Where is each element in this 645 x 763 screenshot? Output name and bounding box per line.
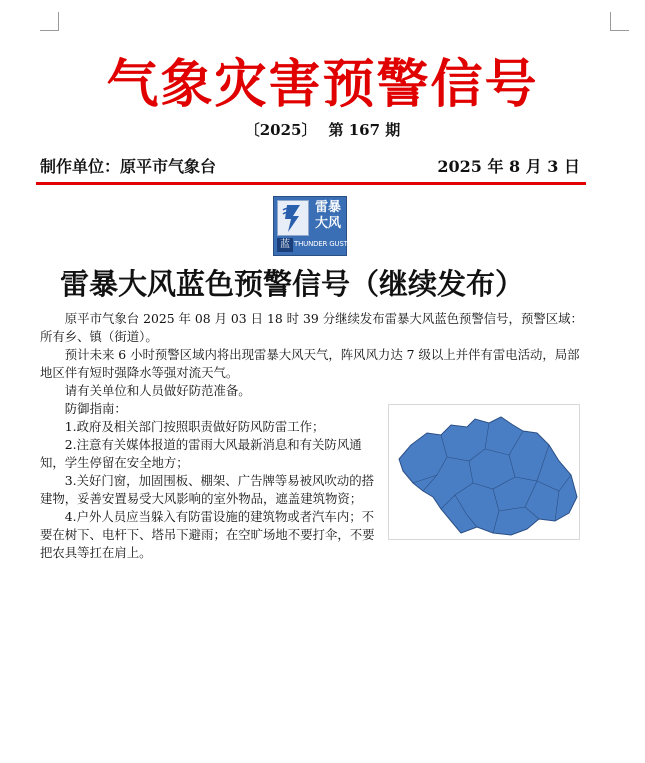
publisher-row — [40, 154, 580, 177]
warning-area-map — [388, 404, 580, 540]
publisher-name: 原平市气象台 — [120, 157, 217, 176]
paragraph-forecast: 预计未来 6 小时预警区域内将出现雷暴大风天气，阵风风力达 7 级以上并伴有雷电活动，局部地区伴有短时强降水等强对流天气。 — [40, 347, 580, 380]
document-title: 气象灾害预警信号 — [106, 54, 539, 115]
issue-date: 2025 年 8 月 3 日 — [437, 157, 580, 176]
badge-line-1: 雷暴 — [314, 200, 341, 215]
issue-number — [0, 119, 645, 140]
header-divider — [36, 182, 586, 185]
paragraph-advice: 请有关单位和人员做好防范准备。 — [64, 383, 251, 398]
warning-headline: 雷暴大风蓝色预警信号（继续发布） — [60, 267, 525, 301]
badge-english-label: THUNDER GUST — [294, 240, 348, 248]
guide-item-2: 2.注意有关媒体报道的雷雨大风最新消息和有关防风通知，学生停留在安全地方； — [40, 437, 362, 470]
issue-count: 第 167 期 — [328, 121, 401, 139]
badge-chinese-label — [313, 200, 343, 232]
page-corner-mark-left — [40, 12, 59, 31]
guide-title: 防御指南： — [64, 401, 127, 416]
lightning-icon — [277, 200, 309, 236]
page-corner-mark-right — [610, 12, 629, 31]
guide-item-4: 4.户外人员应当躲入有防雷设施的建筑物或者汽车内；不要在树下、电杆下、塔吊下避雨；在空旷场地不要打伞，不要把农具等扛在肩上。 — [40, 509, 375, 560]
guide-item-1: 1.政府及相关部门按照职责做好防风防雷工作； — [64, 419, 325, 434]
badge-level: 蓝 — [277, 238, 293, 252]
warning-badge — [273, 196, 347, 256]
guide-item-3: 3.关好门窗，加固围板、棚架、广告牌等易被风吹动的搭建物，妥善安置易受大风影响的室外物品，遮盖建筑物资； — [40, 473, 374, 506]
issue-year: 〔2025〕 — [244, 121, 317, 139]
paragraph-issue: 原平市气象台 2025 年 08 月 03 日 18 时 39 分继续发布雷暴大风蓝色预警信号，预警区域：所有乡、镇（街道）。 — [40, 311, 583, 344]
publisher-label: 制作单位： — [40, 157, 121, 176]
publisher — [40, 154, 216, 177]
badge-line-2: 大风 — [314, 216, 341, 231]
